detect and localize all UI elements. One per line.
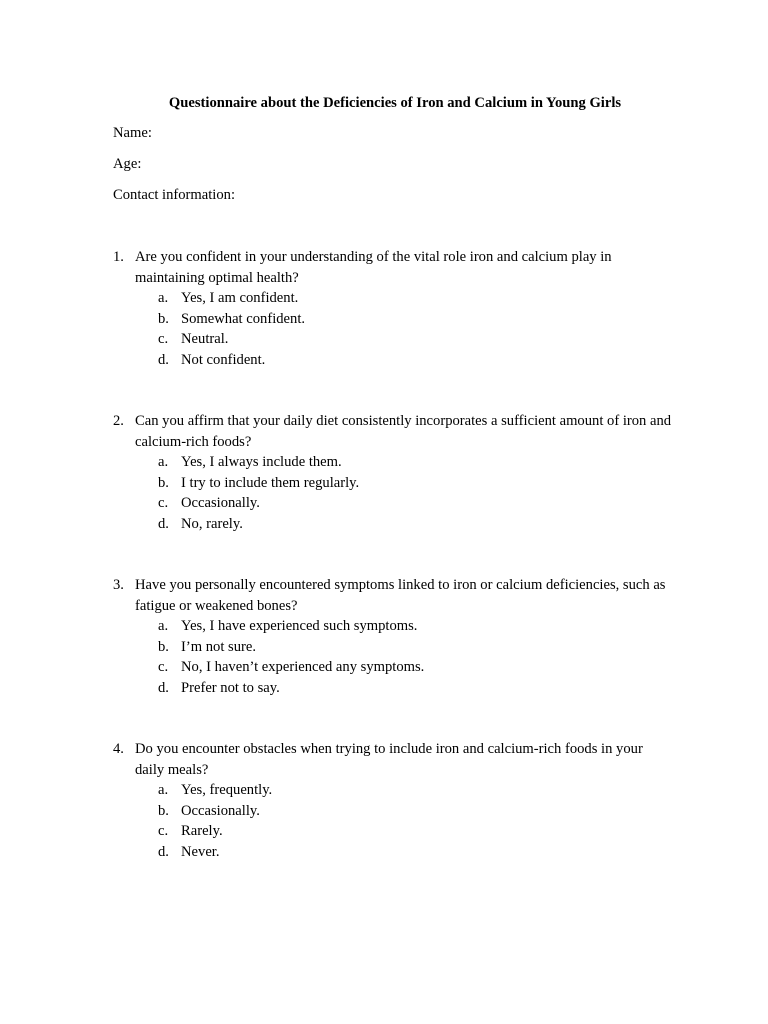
option-item xyxy=(113,350,673,371)
option-text: Yes, I always include them. xyxy=(181,454,342,470)
option-letter: d. xyxy=(158,515,169,532)
question-2-row xyxy=(113,411,673,452)
option-item xyxy=(113,678,673,699)
option-letter: b. xyxy=(158,638,169,655)
option-letter: a. xyxy=(158,618,169,634)
option-letter: b. xyxy=(158,802,169,819)
option-text: Yes, I have experienced such symptoms. xyxy=(181,618,418,634)
option-item xyxy=(113,821,673,842)
option-text: Somewhat confident. xyxy=(181,310,306,327)
option-item xyxy=(113,780,673,801)
option-text: I try to include them regularly. xyxy=(181,474,360,491)
option-item xyxy=(113,493,673,514)
option-item xyxy=(113,288,673,309)
option-text: Rarely. xyxy=(181,823,223,840)
question-4-text: Do you encounter obstacles when trying to include iron and calcium-rich foods in your daily meals? xyxy=(135,741,643,778)
option-text: Occasionally. xyxy=(181,802,260,819)
option-letter: c. xyxy=(158,331,169,348)
question-2 xyxy=(113,411,673,534)
option-letter: d. xyxy=(158,679,169,696)
name-field-label: Name: xyxy=(113,125,152,141)
question-1-row xyxy=(113,247,673,288)
option-text: I’m not sure. xyxy=(181,638,256,655)
option-item xyxy=(113,309,673,330)
option-text: Yes, frequently. xyxy=(181,782,273,798)
option-letter: d. xyxy=(158,351,169,368)
option-item xyxy=(113,842,673,863)
option-item xyxy=(113,473,673,494)
option-item xyxy=(113,329,673,350)
option-item xyxy=(113,637,673,658)
option-letter: b. xyxy=(158,310,169,327)
option-letter: d. xyxy=(158,843,169,860)
option-text: Yes, I am confident. xyxy=(181,290,299,306)
option-text: Neutral. xyxy=(181,331,229,348)
question-1-options xyxy=(113,288,673,370)
option-item xyxy=(113,616,673,637)
option-item xyxy=(113,801,673,822)
question-2-text: Can you affirm that your daily diet consistently incorporates a sufficient amount of iron and calcium-rich foods? xyxy=(135,413,672,450)
question-1 xyxy=(113,247,673,370)
question-3-number: 3. xyxy=(113,577,124,593)
contact-field-label: Contact information: xyxy=(113,187,235,203)
document-title: Questionnaire about the Deficiencies of Iron and Calcium in Young Girls xyxy=(168,95,622,111)
option-letter: a. xyxy=(158,454,169,470)
question-1-number: 1. xyxy=(113,249,124,265)
option-text: Prefer not to say. xyxy=(181,679,280,696)
question-1-text: Are you confident in your understanding of the vital role iron and calcium play in maintaining optimal health? xyxy=(135,249,612,286)
option-item xyxy=(113,514,673,535)
option-text: Occasionally. xyxy=(181,495,260,512)
question-3-text: Have you personally encountered symptoms linked to iron or calcium deficiencies, such as fatigue or weakened bones? xyxy=(135,577,666,614)
option-letter: b. xyxy=(158,474,169,491)
age-field-label: Age: xyxy=(113,156,142,172)
option-letter: a. xyxy=(158,290,169,306)
question-2-number: 2. xyxy=(113,413,124,429)
question-3 xyxy=(113,575,673,698)
question-4-row xyxy=(113,739,673,780)
question-4-options xyxy=(113,780,673,862)
question-4 xyxy=(113,739,673,862)
option-text: Not confident. xyxy=(181,351,266,368)
option-text: Never. xyxy=(181,843,220,860)
option-letter: a. xyxy=(158,782,169,798)
question-3-options xyxy=(113,616,673,698)
option-item xyxy=(113,452,673,473)
question-3-row xyxy=(113,575,673,616)
option-letter: c. xyxy=(158,823,169,840)
option-text: No, rarely. xyxy=(181,515,243,532)
option-text: No, I haven’t experienced any symptoms. xyxy=(181,659,425,676)
question-2-options xyxy=(113,452,673,534)
option-letter: c. xyxy=(158,495,169,512)
option-letter: c. xyxy=(158,659,169,676)
option-item xyxy=(113,657,673,678)
question-4-number: 4. xyxy=(113,741,124,757)
